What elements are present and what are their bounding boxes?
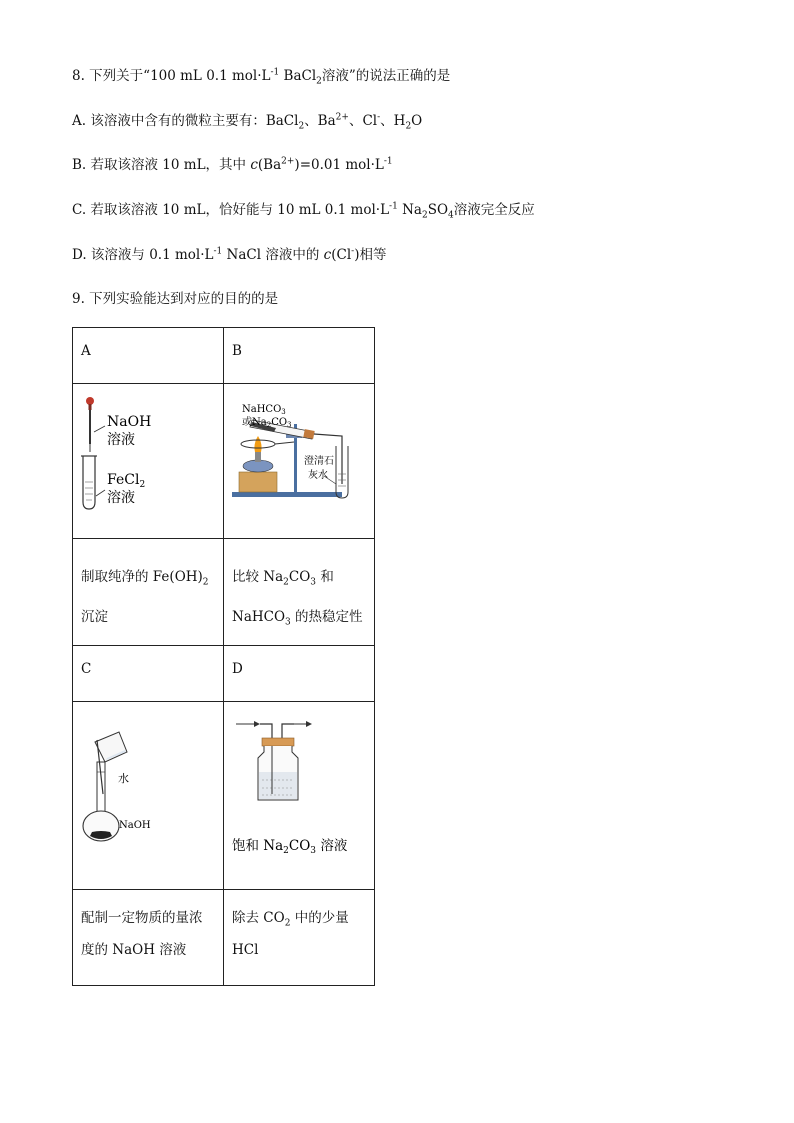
- dropper-bulb-icon: [86, 397, 94, 405]
- svg-text:澄清石: 澄清石: [304, 456, 334, 467]
- cell-purpose-d: 除去 $CO_2$ 中的少量 HCl: [224, 890, 375, 986]
- svg-text:饱和 Na2CO3 溶液: 饱和 $Na_2CO_3$ 溶液: [232, 838, 348, 856]
- cell-label-d: D: [224, 646, 375, 702]
- question-8-stem: 8. 下列关于“100 mL 0.1 $mol\cdot L^{-1}$ BaCl$_2$溶液”的说法正确的是: [72, 67, 451, 87]
- heating-apparatus-figure: [224, 384, 374, 534]
- cell-figure-a: [73, 384, 224, 539]
- experiment-table: [72, 327, 375, 986]
- option-8b: B. 若取该溶液 10 mL，其中 $c(Ba^{2+})=0.01$ $mol\cdot L^{-1}$: [72, 156, 393, 173]
- burner-block: [239, 472, 277, 492]
- svg-text:溶液: 溶液: [107, 490, 135, 506]
- svg-text:NaHCO3: NaHCO$_3$: [242, 404, 286, 416]
- iron-stand-base: [232, 492, 342, 497]
- volumetric-flask-figure: [73, 702, 223, 885]
- option-8d: D. 该溶液与 0.1 $mol\cdot L^{-1}$ NaCl 溶液中的 c(Cl-)相等: [72, 246, 387, 263]
- stopper: [262, 738, 294, 746]
- svg-text:NaOH: NaOH: [107, 414, 152, 430]
- test-tube-icon: [83, 456, 95, 509]
- flame-icon: [254, 436, 261, 452]
- gas-washing-bottle-figure: [224, 702, 374, 885]
- svg-text:溶液: 溶液: [107, 432, 135, 448]
- option-8a: A. 该溶液中含有的微粒主要有：BaCl$_2$、$Ba^{2+}$、Cl-、$H_2O$: [72, 112, 423, 132]
- svg-text:NaOH: NaOH: [119, 820, 151, 831]
- svg-text:FeCl2: FeCl$_2$: [107, 472, 146, 490]
- svg-text:灰水: 灰水: [308, 470, 328, 481]
- dropper-test-tube-figure: [73, 384, 223, 534]
- cell-label-b: B: [224, 328, 375, 384]
- cell-label-c: C: [73, 646, 224, 702]
- question-9-stem: 9. 下列实验能达到对应的目的的是: [72, 291, 279, 307]
- cell-figure-b: [224, 384, 375, 539]
- cell-label-a: A: [73, 328, 224, 384]
- svg-text:水: 水: [118, 772, 129, 785]
- cell-figure-d: [224, 702, 375, 890]
- svg-text:或Na2CO3: 或$Na_2CO_3$: [242, 417, 292, 429]
- cell-purpose-a: 制取纯净的 $Fe(OH)_2$ 沉淀: [73, 539, 224, 646]
- cell-figure-c: [73, 702, 224, 890]
- option-8c: C. 若取该溶液 10 mL，恰好能与 10 mL 0.1 $mol\cdot L^{-1}$ $Na_2SO_4$溶液完全反应: [72, 201, 535, 221]
- cell-purpose-b: 比较 $Na_2CO_3$ 和 NaHCO$_3$ 的热稳定性: [224, 539, 375, 646]
- cell-purpose-c: 配制一定物质的量浓 度的 NaOH 溶液: [73, 890, 224, 986]
- volumetric-flask-icon: [97, 762, 105, 812]
